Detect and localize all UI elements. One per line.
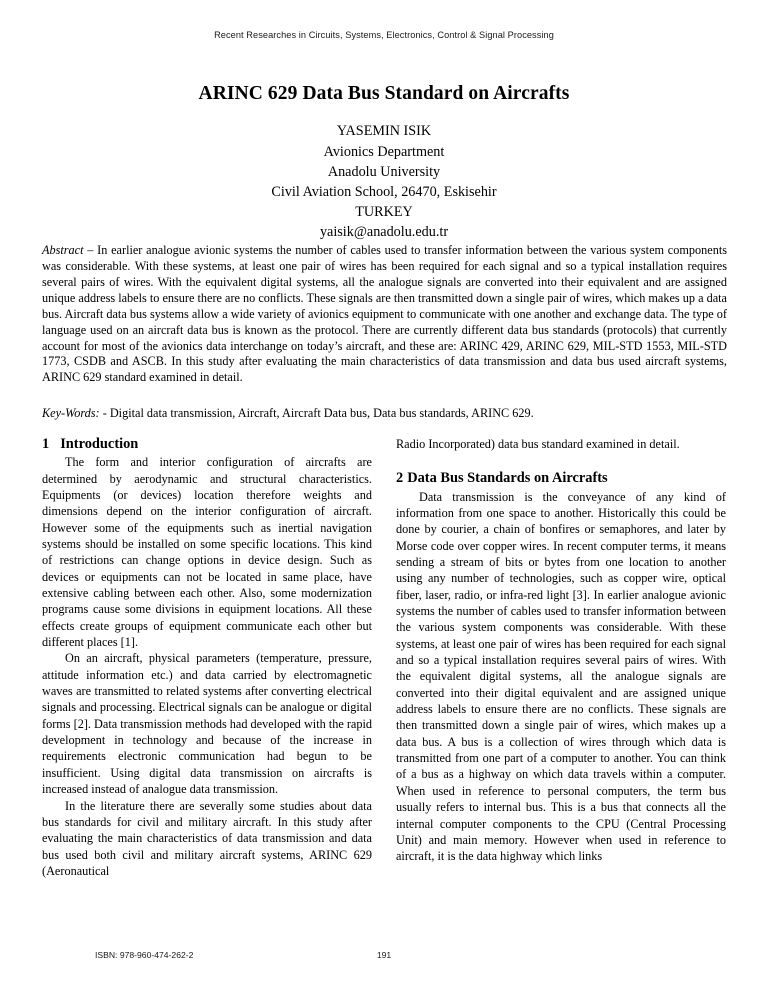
abstract-dash: – xyxy=(83,243,98,257)
author-department: Avionics Department xyxy=(323,143,445,160)
abstract-label: Abstract xyxy=(42,243,84,257)
section-number-1: 1 xyxy=(42,436,50,452)
paragraph: In the literature there are severally some studies about data bus standards for civil and military aircraft. In this study after evaluating the main characteristics of data transmission and data bus used both civil and military aircraft systems, ARINC 629 (Aeronautical xyxy=(42,798,372,878)
abstract-text: In earlier analogue avionic systems the number of cables used to transfer information between the various system components was considerable. With these systems, at least one pair of wires has been required for each signal and so a typical installation requires several pairs of wires. With the equivalent digital systems, all the analogue signals are converted into their equivalent and are assigned unique address labels to ensure there are no conflicts. These signals are then transmitted down a single pair of wires, which makes up a data bus. Aircraft data bus systems allow a wide variety of avionics equipment to communicate with one another and exchange data. The type of language used on an aircraft data bus is known as the protocol. There are currently different data bus standards (protocols) that currently account for most of the avionics data interchange on today’s aircraft, and these are: ARINC 429, ARINC 629, MIL-STD 1553, MIL-STD 1773, CSDB and ASCB. In this study after evaluating the main characteristics of data transmission and data bus used aircraft systems, ARINC 629 standard examined in detail. xyxy=(42,243,727,385)
paragraph: On an aircraft, physical parameters (temperature, pressure, attitude information etc.) and data carried by electromagnetic waves are transmitted to related systems after converting electrical signals and processing. Electrical signals can be analogue or digital forms [2]. Data transmission methods had developed with the rapid development in technology and because of the increase in requirements electronic communication had begun to be insufficient. Using digital data transmission on aircrafts is increased instead of analogue data transmission. xyxy=(42,651,372,797)
author-country: TURKEY xyxy=(355,204,413,220)
paragraph: Radio Incorporated) data bus standard examined in detail. xyxy=(396,437,680,451)
section-heading-data-bus-standards xyxy=(396,470,726,487)
body-column-right xyxy=(396,436,726,865)
footer-page-number: 191 xyxy=(376,950,392,960)
author-university: Anadolu University xyxy=(327,163,441,180)
author-email: yaisik@anadolu.edu.tr xyxy=(319,224,449,241)
keywords-text: - Digital data transmission, Aircraft, Aircraft Data bus, Data bus standards, ARINC 629. xyxy=(99,406,534,420)
section-heading-introduction xyxy=(42,436,372,453)
paragraph: The form and interior configuration of aircrafts are determined by aerodynamic and structural characteristics. Equipments (or devices) location therefore weights and dimensions depend on the interior configuration of aircraft. However some of the equipments such as inertial navigation systems should be installed on some specific locations. This kind of restrictions can change options in device design. Such as devices or equipments can not be located in same place, have extensive cabling between each other. Also, some modernization programs cause some divisions in equipment locations. All these effects create groups of equipment communicate each other but different places [1]. xyxy=(42,455,372,650)
keywords-block xyxy=(42,406,727,422)
section-number-2: 2 xyxy=(396,470,404,487)
section-title-introduction: Introduction xyxy=(60,436,139,452)
section-title-data-bus-standards: Data Bus Standards on Aircrafts xyxy=(407,470,608,487)
footer-isbn: ISBN: 978-960-474-262-2 xyxy=(95,950,194,960)
body-column-left xyxy=(42,436,372,879)
paper-title: ARINC 629 Data Bus Standard on Aircrafts xyxy=(198,83,570,104)
abstract-block xyxy=(42,243,727,386)
page-footer xyxy=(0,930,768,994)
paragraph: Data transmission is the conveyance of any kind of information from one space to another. Historically this could be done by courier, a chain of bonfires or semaphores, and later by Morse code over copper wires. In recent computer terms, it means sending a stream of bits or bytes from one location to another using any number of technologies, such as copper wire, optical fiber, laser, radio, or infra-red light [3]. In earlier analogue avionic systems the number of cables used to transfer information between the various system components was considerable. With these systems, at least one pair of wires has been required for each signal and so a typical installation requires several pairs of wires. With the equivalent digital systems, all the analogue signals are converted into their digital equivalent and are assigned unique address labels to ensure there are no conflicts. These signals are then transmitted down a single pair of wires, which makes up a data bus. A bus is a collection of wires through which data is transmitted from one part of a computer to another. You can think of a bus as a highway on which data travels within a computer. When used in reference to personal computers, the term bus usually refers to internal bus. This is a bus that connects all the internal computer components to the CPU (Central Processing Unit) and main memory. However when used in reference to aircraft, it is the data highway which links xyxy=(396,489,726,864)
title-block xyxy=(42,82,726,242)
author-name: YASEMIN ISIK xyxy=(336,123,432,140)
author-block xyxy=(42,121,726,242)
running-header: Recent Researches in Circuits, Systems, Electronics, Control & Signal Processing xyxy=(214,30,554,40)
keywords-label: Key-Words: xyxy=(42,406,100,420)
author-address: Civil Aviation School, 26470, Eskisehir xyxy=(271,183,497,200)
